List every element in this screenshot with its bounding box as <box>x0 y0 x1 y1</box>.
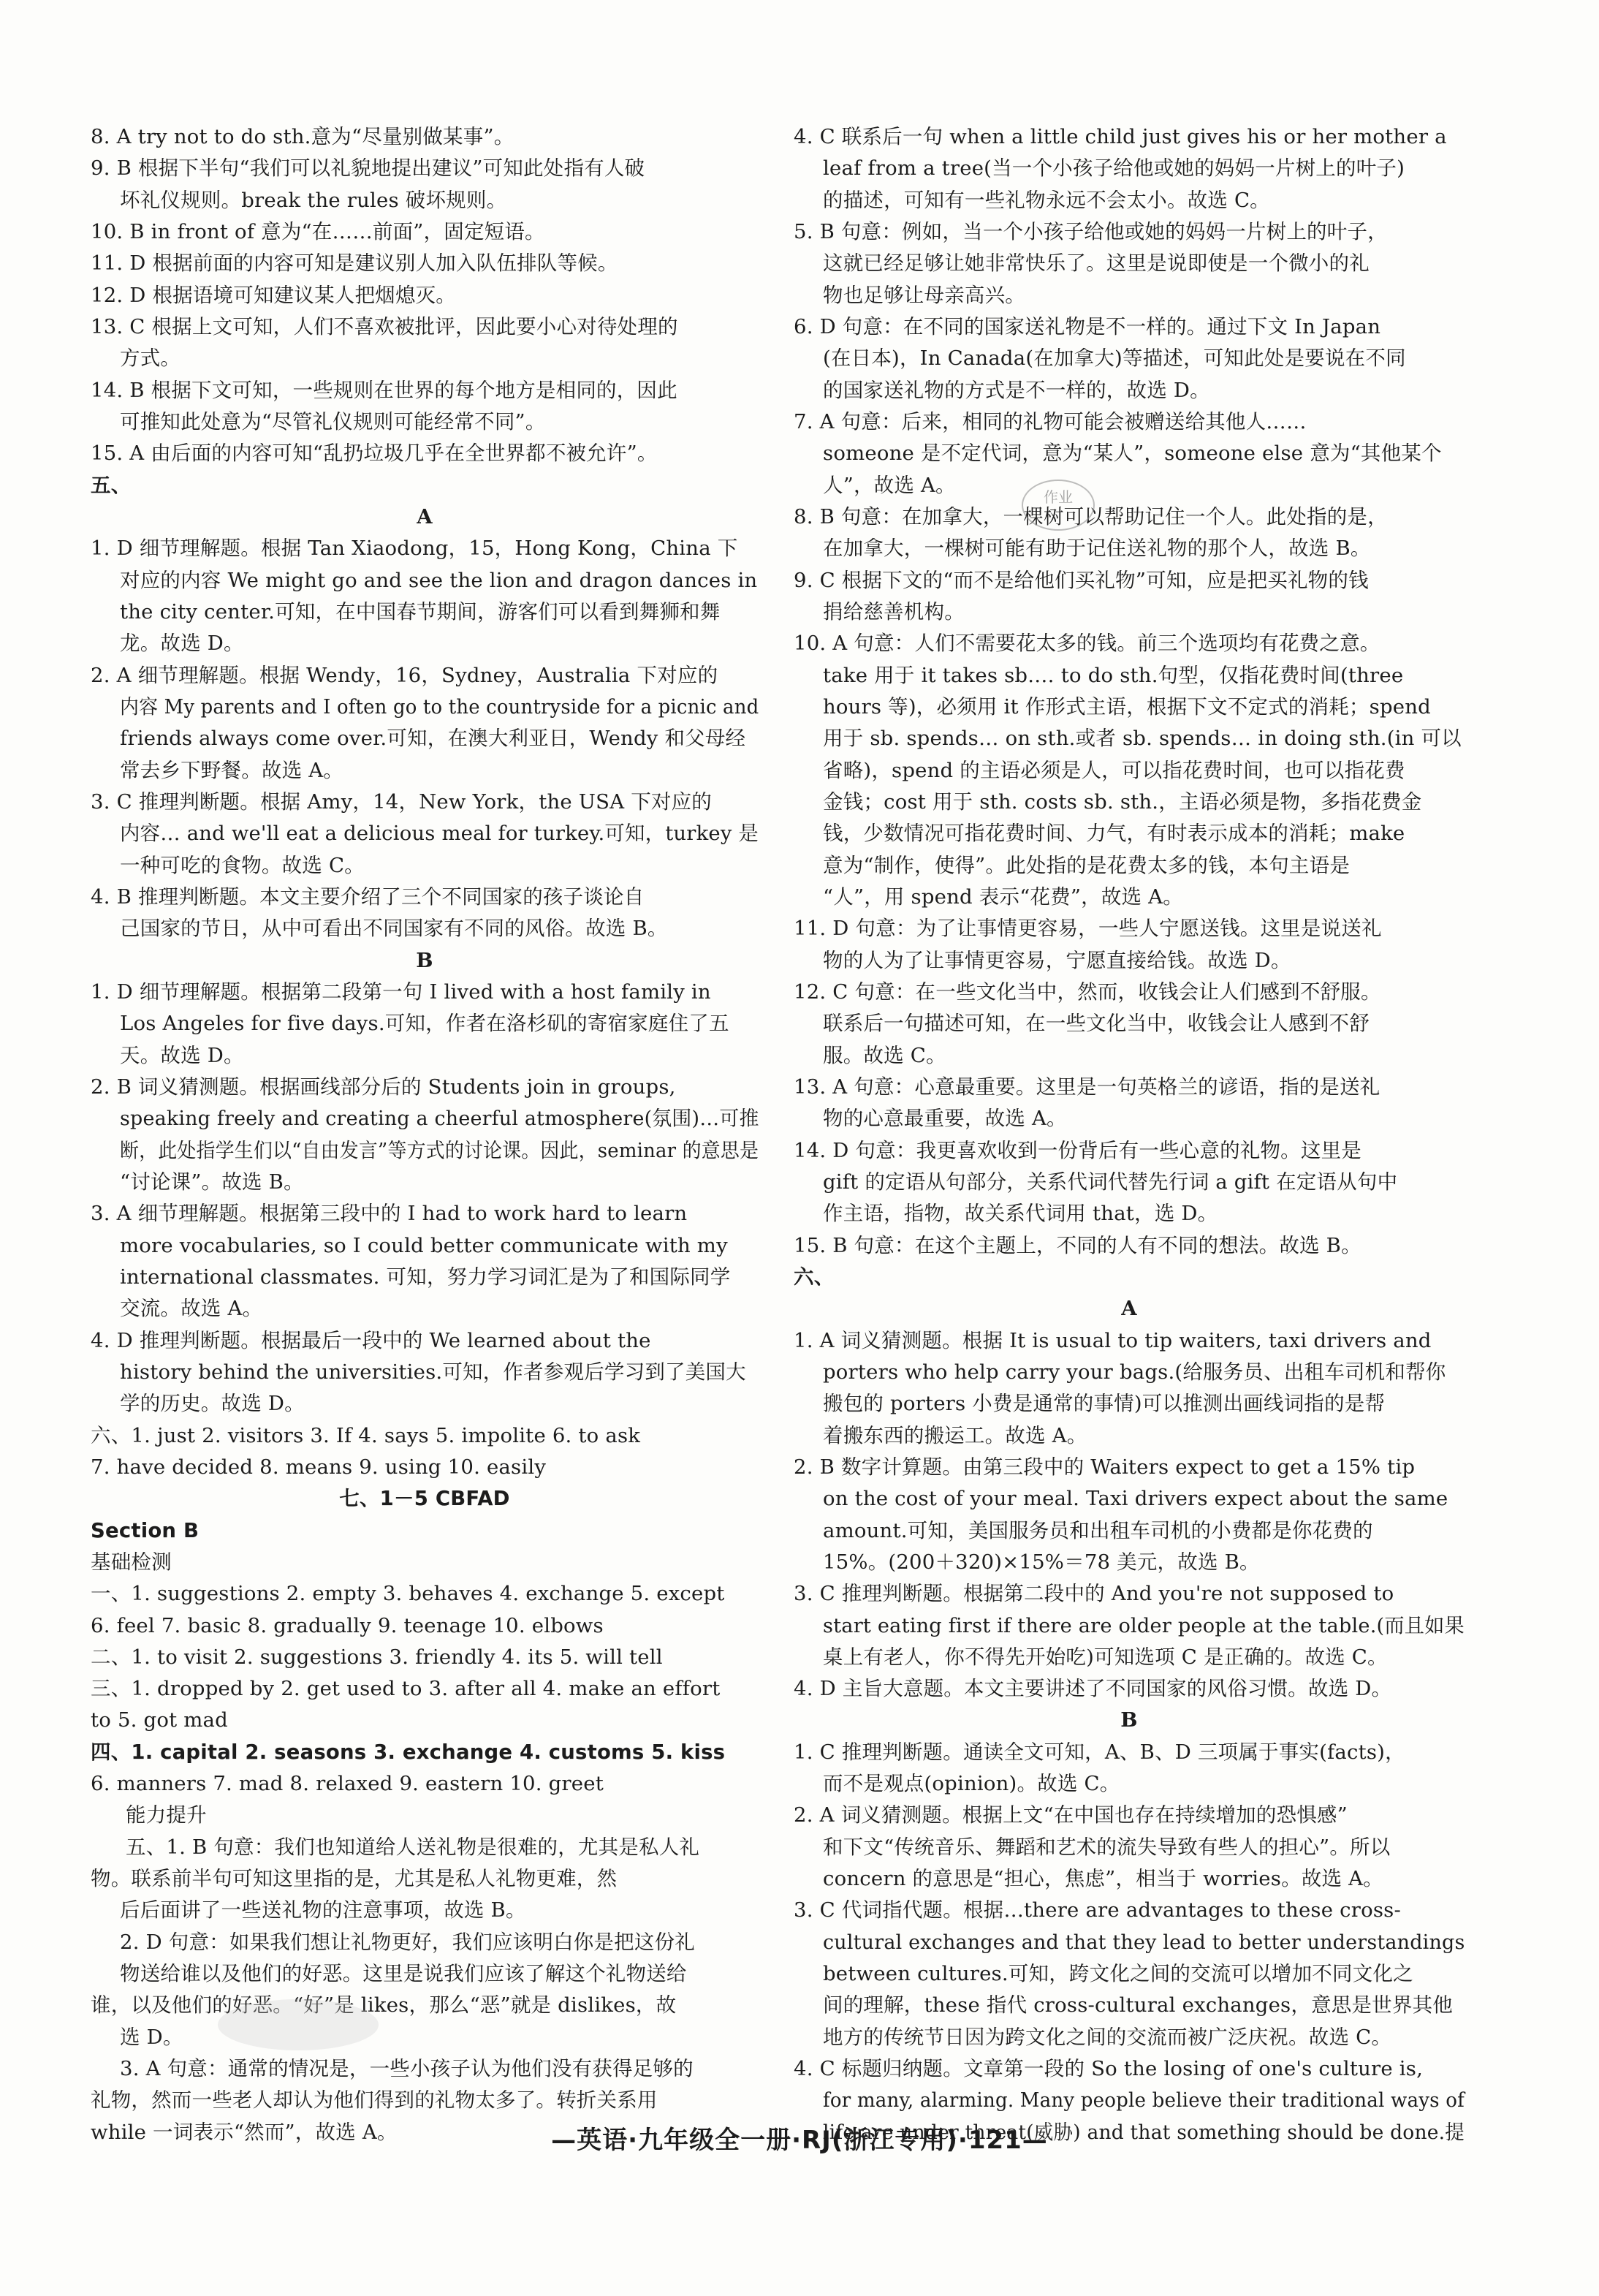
text-line: 意为“制作，使得”。此处指的是花费太多的钱，本句主语是 <box>823 854 1351 877</box>
text-line: 7. A 句意：后来，相同的礼物可能会被赠送给其他人…… <box>794 410 1307 433</box>
text-line: 间的理解，these 指代 cross-cultural exchanges，意思是世界其他 <box>823 1993 1453 2017</box>
text-line: 省略)，spend 的主语必须是人，可以指花费时间，也可以指花费 <box>823 759 1405 782</box>
text-line: 3. C 推理判断题。根据第二段中的 And you're not supposed to <box>794 1582 1394 1605</box>
text-line: speaking freely and creating a cheerful atmosphere(氛围)…可推 <box>120 1107 759 1130</box>
text-line: 服。故选 C。 <box>823 1044 946 1067</box>
text-line: 后后面讲了一些送礼物的注意事项，故选 B。 <box>120 1898 526 1922</box>
text-line: 1. D 细节理解题。根据第二段第一句 I lived with a host family in <box>91 980 711 1004</box>
text-line: 4. C 标题归纳题。文章第一段的 So the losing of one's culture is, <box>794 2057 1424 2080</box>
text-line: 3. C 推理判断题。根据 Amy，14，New York，the USA 下对应的 <box>91 790 713 814</box>
text-line: take 用于 it takes sb.… to do sth.句型，仅指花费时间(three <box>823 664 1404 687</box>
text-line: concern 的意思是“担心，焦虑”，相当于 worries。故选 A。 <box>823 1867 1383 1890</box>
text-line: A <box>1121 1297 1137 1320</box>
text-line: for many, alarming. Many people believe their traditional ways of <box>823 2088 1465 2112</box>
text-line: 4. D 主旨大意题。本文主要讲述了不同国家的风俗习惯。故选 D。 <box>794 1677 1392 1700</box>
text-line: 己国家的节日，从中可看出不同国家有不同的风俗。故选 B。 <box>120 917 668 940</box>
text-line: 9. B 根据下半句“我们可以礼貌地提出建议”可知此处指有人破 <box>91 156 645 180</box>
text-line: 11. D 根据前面的内容可知是建议别人加入队伍排队等候。 <box>91 251 618 275</box>
text-line: 2. B 数字计算题。由第三段中的 Waiters expect to get a 15% tip <box>794 1455 1416 1479</box>
text-line: 的国家送礼物的方式是不一样的，故选 D。 <box>823 379 1210 402</box>
text-line: to 5. got mad <box>91 1708 228 1732</box>
text-line: 基础检测 <box>91 1550 172 1574</box>
text-line: 物的人为了让事情更容易，宁愿直接给钱。故选 D。 <box>823 949 1291 972</box>
text-line: B <box>416 949 433 972</box>
text-line: 交流。故选 A。 <box>120 1297 263 1320</box>
text-line: 坏礼仪规则。break the rules 破坏规则。 <box>120 189 507 212</box>
homework-stamp <box>1022 480 1095 531</box>
text-line: 一种可吃的食物。故选 C。 <box>120 854 365 877</box>
text-line: 10. B in front of 意为“在……前面”，固定短语。 <box>91 220 545 243</box>
text-line: 可推知此处意为“尽管礼仪规则可能经常不同”。 <box>120 410 546 433</box>
text-line: 内容 My parents and I often go to the countryside for a picnic and <box>120 695 759 719</box>
text-line: 12. D 根据语境可知建议某人把烟熄灭。 <box>91 284 456 307</box>
text-line: 三、1. dropped by 2. get used to 3. after all 4. make an effort <box>91 1677 721 1700</box>
text-line: while 一词表示“然而”，故选 A。 <box>91 2121 398 2144</box>
text-line: 选 D。 <box>120 2026 183 2049</box>
text-line: 4. D 推理判断题。根据最后一段中的 We learned about the <box>91 1329 651 1352</box>
text-line: 能力提升 <box>126 1803 207 1827</box>
text-line: leaf from a tree(当一个小孩子给他或她的妈妈一片树上的叶子) <box>823 156 1405 180</box>
text-line: 地方的传统节日因为跨文化之间的交流而被广泛庆祝。故选 C。 <box>823 2026 1392 2049</box>
text-line: 8. B 句意：在加拿大，一棵树可以帮助记住一个人。此处指的是， <box>794 505 1388 528</box>
text-line: Section B <box>91 1519 200 1542</box>
text-line: 常去乡下野餐。故选 A。 <box>120 759 344 782</box>
text-line: on the cost of your meal. Taxi drivers expect about the same <box>823 1487 1448 1510</box>
text-line: 四、1. capital 2. seasons 3. exchange 4. customs 5. kiss <box>91 1740 726 1764</box>
text-line: B <box>1120 1708 1138 1732</box>
text-line: 4. B 推理判断题。本文主要介绍了三个不同国家的孩子谈论自 <box>91 885 645 909</box>
text-line: 一、1. suggestions 2. empty 3. behaves 4. exchange 5. except <box>91 1582 725 1605</box>
text-line: 内容… and we'll eat a delicious meal for turkey.可知，turkey 是 <box>120 822 759 845</box>
text-line: 礼物，然而一些老人却认为他们得到的礼物太多了。转折关系用 <box>91 2088 658 2112</box>
text-line: 物。联系前半句可知这里指的是，尤其是私人礼物更难，然 <box>91 1867 618 1890</box>
text-line: 8. A try not to do sth.意为“尽量别做某事”。 <box>91 125 514 148</box>
text-line: 15%。(200＋320)×15%＝78 美元，故选 B。 <box>823 1550 1260 1574</box>
text-line: 物的心意最重要，故选 A。 <box>823 1107 1067 1130</box>
text-line: 用于 sb. spends… on sth.或者 sb. spends… in doing sth.(in 可以 <box>823 727 1462 750</box>
text-line: 天。故选 D。 <box>120 1044 244 1067</box>
text-line: 捐给慈善机构。 <box>823 600 965 624</box>
text-line: gift 的定语从句部分，关系代词代替先行词 a gift 在定语从句中 <box>823 1170 1398 1194</box>
text-line: 而不是观点(opinion)。故选 C。 <box>823 1772 1120 1795</box>
text-line: hours 等)，必须用 it 作形式主语，根据下文不定式的消耗；spend <box>823 695 1431 719</box>
text-line: 13. C 根据上文可知，人们不喜欢被批评，因此要小心对待处理的 <box>91 315 678 338</box>
text-line: 3. A 句意：通常的情况是，一些小孩子认为他们没有获得足够的 <box>120 2057 694 2080</box>
text-line: 2. B 词义猜测题。根据画线部分后的 Students join in groups, <box>91 1075 676 1099</box>
text-line: amount.可知，美国服务员和出租车司机的小费都是你花费的 <box>823 1519 1373 1542</box>
text-line: friends always come over.可知，在澳大利亚日，Wendy 和父母经 <box>120 727 746 750</box>
text-line: 桌上有老人，你不得先开始吃)可知选项 C 是正确的。故选 C。 <box>823 1645 1388 1669</box>
text-line: 断，此处指学生们以“自由发言”等方式的讨论课。因此，seminar 的意思是 <box>120 1139 759 1162</box>
text-line: 七、1－5 CBFAD <box>339 1487 510 1510</box>
text-line: 学的历史。故选 D。 <box>120 1392 305 1415</box>
text-line: 对应的内容 We might go and see the lion and dragon dances in <box>120 569 758 592</box>
text-line: 4. C 联系后一句 when a little child just gives his or her mother a <box>794 125 1447 148</box>
text-line: start eating first if there are older people at the table.(而且如果 <box>823 1614 1465 1637</box>
page-footer: —英语·九年级全一册·RJ(浙江专用)·121— <box>551 2126 1048 2155</box>
text-line: 这就已经足够让她非常快乐了。这里是说即使是一个微小的礼 <box>823 251 1370 275</box>
text-line: 和下文“传统音乐、舞蹈和艺术的流失导致有些人的担心”。所以 <box>823 1835 1391 1859</box>
text-line: 物也足够让母亲高兴。 <box>823 284 1025 307</box>
text-line: 1. D 细节理解题。根据 Tan Xiaodong，15，Hong Kong，China 下 <box>91 537 738 560</box>
text-line: 的描述，可知有一些礼物永远不会太小。故选 C。 <box>823 189 1270 212</box>
text-line: more vocabularies, so I could better communicate with my <box>120 1234 728 1257</box>
text-line: 2. A 细节理解题。根据 Wendy，16，Sydney，Australia 下对应的 <box>91 664 718 687</box>
text-line: 13. A 句意：心意最重要。这里是一句英格兰的谚语，指的是送礼 <box>794 1075 1380 1099</box>
text-line: 11. D 句意：为了让事情更容易，一些人宁愿送钱。这里是说送礼 <box>794 917 1382 940</box>
text-line: history behind the universities.可知，作者参观后学习到了美国大 <box>120 1360 746 1384</box>
text-line: 9. C 根据下文的“而不是给他们买礼物”可知，应是把买礼物的钱 <box>794 569 1369 592</box>
text-line: 15. B 句意：在这个主题上，不同的人有不同的想法。故选 B。 <box>794 1234 1361 1257</box>
text-line: (在日本)，In Canada(在加拿大)等描述，可知此处是要说在不同 <box>823 346 1406 370</box>
text-line: 六、1. just 2. visitors 3. If 4. says 5. impolite 6. to ask <box>91 1424 641 1447</box>
text-line: 1. C 推理判断题。通读全文可知，A、B、D 三项属于事实(facts)， <box>794 1740 1405 1764</box>
text-line: 六、 <box>794 1265 835 1289</box>
text-line: 金钱；cost 用于 sth. costs sb. sth.，主语必须是物，多指花费金 <box>823 790 1422 814</box>
text-line: 联系后一句描述可知，在一些文化当中，收钱会让人感到不舒 <box>823 1012 1370 1035</box>
text-line: 6. D 句意：在不同的国家送礼物是不一样的。通过下文 In Japan <box>794 315 1381 338</box>
text-line: 3. A 细节理解题。根据第三段中的 I had to work hard to learn <box>91 1202 688 1225</box>
text-line: 龙。故选 D。 <box>120 632 244 655</box>
text-line: 15. A 由后面的内容可知“乱扔垃圾几乎在全世界都不被允许”。 <box>91 442 658 465</box>
text-line: 谁，以及他们的好恶。“好”是 likes，那么“恶”就是 dislikes，故 <box>91 1993 677 2017</box>
text-line: between cultures.可知，跨文化之间的交流可以增加不同文化之 <box>823 1962 1413 1985</box>
text-line: 6. feel 7. basic 8. gradually 9. teenage 10. elbows <box>91 1614 604 1637</box>
text-line: 方式。 <box>120 346 181 370</box>
text-line: cultural exchanges and that they lead to better understandings <box>823 1931 1465 1954</box>
text-line: 着搬东西的搬运工。故选 A。 <box>823 1424 1087 1447</box>
text-line: 12. C 句意：在一些文化当中，然而，收钱会让人们感到不舒服。 <box>794 980 1381 1004</box>
text-line: 5. B 句意：例如，当一个小孩子给他或她的妈妈一片树上的叶子， <box>794 220 1388 243</box>
text-line: 2. A 词义猜测题。根据上文“在中国也存在持续增加的恐惧感” <box>794 1803 1348 1827</box>
text-line: “人”，用 spend 表示“花费”，故选 A。 <box>823 885 1183 909</box>
text-line: 2. D 句意：如果我们想让礼物更好，我们应该明白你是把这份礼 <box>120 1931 695 1954</box>
text-line: 人”，故选 A。 <box>823 474 956 497</box>
text-line: Los Angeles for five days.可知，作者在洛杉矶的寄宿家庭住了五 <box>120 1012 729 1035</box>
watermark <box>218 1999 379 2050</box>
text-line: 二、1. to visit 2. suggestions 3. friendly 4. its 5. will tell <box>91 1645 663 1669</box>
text-line: “讨论课”。故选 B。 <box>120 1170 304 1194</box>
text-line: A <box>417 505 433 528</box>
text-line: 14. D 句意：我更喜欢收到一份背后有一些心意的礼物。这里是 <box>794 1139 1361 1162</box>
stamp-text: 作业 <box>1044 488 1073 506</box>
text-line: 搬包的 porters 小费是通常的事情)可以推测出画线词指的是帮 <box>823 1392 1386 1415</box>
text-line: 3. C 代词指代题。根据…there are advantages to these cross- <box>794 1898 1401 1922</box>
text-line: 五、1. B 句意：我们也知道给人送礼物是很难的，尤其是私人礼 <box>126 1835 700 1859</box>
text-line: someone 是不定代词，意为“某人”，someone else 意为“其他某个 <box>823 442 1442 465</box>
text-line: 1. A 词义猜测题。根据 It is usual to tip waiters, taxi drivers and <box>794 1329 1432 1352</box>
text-line: 6. manners 7. mad 8. relaxed 9. eastern 10. greet <box>91 1772 604 1795</box>
text-line: life are under threat(威胁) and that something should be done.提 <box>823 2121 1465 2144</box>
text-line: 钱，少数情况可指花费时间、力气，有时表示成本的消耗；make <box>823 822 1405 845</box>
text-line: 作主语，指物，故关系代词用 that，选 D。 <box>823 1202 1218 1225</box>
text-line: international classmates. 可知，努力学习词汇是为了和国际同学 <box>120 1265 731 1289</box>
text-line: 物送给谁以及他们的好恶。这里是说我们应该了解这个礼物送给 <box>120 1962 687 1985</box>
text-line: 14. B 根据下文可知，一些规则在世界的每个地方是相同的，因此 <box>91 379 677 402</box>
text-line: 7. have decided 8. means 9. using 10. easily <box>91 1455 547 1479</box>
text-line: porters who help carry your bags.(给服务员、出租车司机和帮你 <box>823 1360 1446 1384</box>
text-line: the city center.可知，在中国春节期间，游客们可以看到舞狮和舞 <box>120 600 721 624</box>
text-line: 在加拿大，一棵树可能有助于记住送礼物的那个人，故选 B。 <box>823 537 1371 560</box>
text-line: 10. A 句意：人们不需要花太多的钱。前三个选项均有花费之意。 <box>794 632 1380 655</box>
text-line: 五、 <box>91 474 132 497</box>
